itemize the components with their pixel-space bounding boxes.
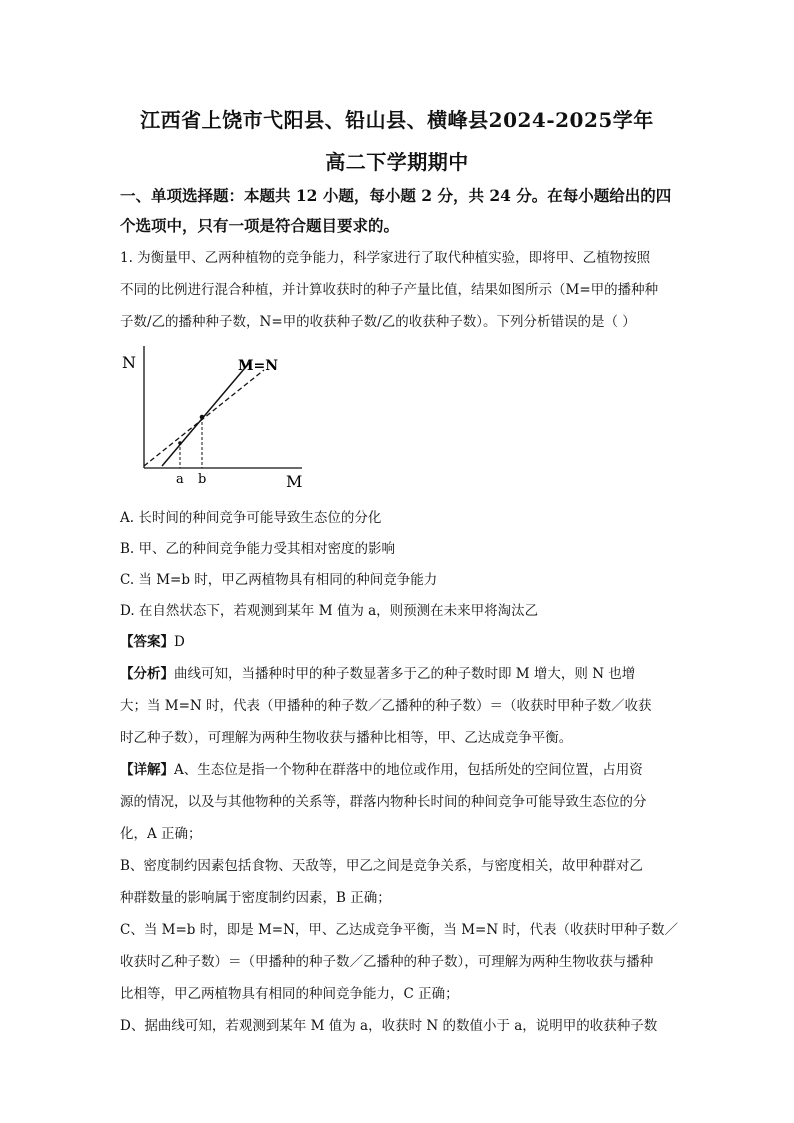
document-title-line-2: 高二下学期期中	[325, 150, 469, 174]
question-stem-line: 子数/乙的播种种子数，N=甲的收获种子数/乙的收获种子数）。下列分析错误的是（ ）	[120, 314, 636, 330]
y-axis-label: N	[122, 353, 136, 372]
tick-label-b: b	[198, 472, 207, 487]
bracket-label: 【答案】	[120, 634, 174, 650]
detail-line: C、当 M=b 时，即是 M=N，甲、乙达成竞争平衡，当 M=N 时，代表（收获时甲种子数／	[120, 922, 678, 938]
detail-line: 源的情况，以及与其他物种的关系等，群落内物种长时间的种间竞争可能导致生态位的分	[120, 794, 647, 810]
option-d: D. 在自然状态下，若观测到某年 M 值为 a，则预测在未来甲将淘汰乙	[120, 603, 539, 619]
detail-line: 收获时乙种子数）＝（甲播种的种子数／乙播种的种子数），可理解为两种生物收获与播种	[120, 954, 654, 970]
point-b	[200, 415, 205, 420]
option-b: B. 甲、乙的种间竞争能力受其相对密度的影响	[120, 541, 396, 557]
question-stem-line: 不同的比例进行混合种植，并计算收获时的种子产量比值，结果如图所示（M=甲的播种种	[120, 282, 659, 298]
option-a: A. 长时间的种间竞争可能导致生态位的分化	[120, 510, 382, 526]
x-axis-label: M	[286, 472, 303, 491]
section-heading-line-1: 一、单项选择题：本题共 12 小题，每小题 2 分，共 24 分。在每小题给出的四	[120, 186, 672, 205]
detail-line: 种群数量的影响属于密度制约因素，B 正确；	[120, 890, 391, 906]
bracket-label: 【详解】	[120, 762, 174, 778]
detail-line: D、据曲线可知，若观测到某年 M 值为 a，收获时 N 的数值小于 a，说明甲的收获种子数	[120, 1018, 658, 1034]
analysis-line: 【分析】曲线可知，当播种时甲的种子数显著多于乙的种子数时即 M 增大，则 N 也增	[120, 666, 636, 682]
detail-line: 化，A 正确；	[120, 826, 202, 842]
observed-curve	[162, 362, 250, 466]
bracket-label: 【分析】	[120, 666, 174, 682]
detail-line: B、密度制约因素包括食物、天敌等，甲乙之间是竞争关系，与密度相关，故甲种群对乙	[120, 858, 643, 874]
equality-line-label: M=N	[238, 358, 279, 374]
answer-line: 【答案】D	[120, 634, 185, 650]
competition-graph	[118, 340, 318, 495]
point-a	[178, 441, 182, 445]
analysis-line: 大；当 M=N 时，代表（甲播种的种子数／乙播种的种子数）＝（收获时甲种子数／收获	[120, 698, 652, 714]
tick-label-a: a	[176, 472, 184, 487]
document-title-line-1: 江西省上饶市弋阳县、铅山县、横峰县2024-2025学年	[140, 108, 654, 132]
section-heading-line-2: 个选项中，只有一项是符合题目要求的。	[120, 216, 400, 235]
detail-line: 【详解】A、生态位是指一个物种在群落中的地位或作用，包括所处的空间位置，占用资	[120, 762, 643, 778]
question-stem-line: 1. 为衡量甲、乙两种植物的竞争能力，科学家进行了取代种植实验，即将甲、乙植物按照	[120, 250, 651, 266]
analysis-line: 时乙种子数），可理解为两种生物收获与播种比相等，甲、乙达成竞争平衡。	[120, 730, 573, 746]
detail-line: 比相等，甲乙两植物具有相同的种间竞争能力，C 正确；	[120, 986, 459, 1002]
option-c: C. 当 M=b 时，甲乙两植物具有相同的种间竞争能力	[120, 572, 438, 588]
